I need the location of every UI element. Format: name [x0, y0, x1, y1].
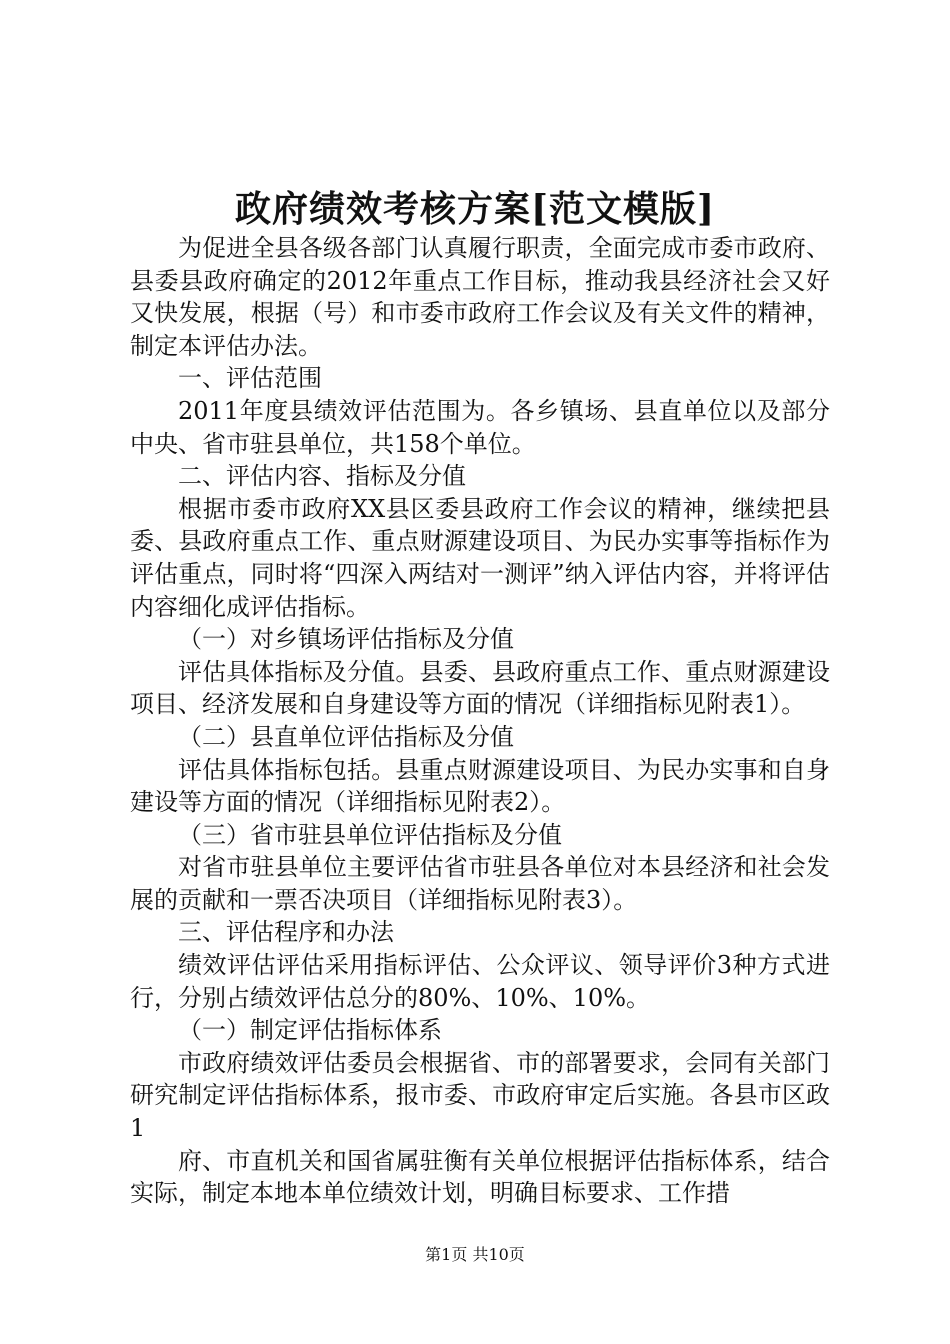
paragraph-provincial-units: 对省市驻县单位主要评估省市驻县各单位对本县经济和社会发展的贡献和一票否决项目（详细指标见附表3）。 — [130, 853, 830, 914]
subsection-heading-2-1: （一）对乡镇场评估指标及分值 — [178, 625, 514, 654]
subsection-heading-2-3: （三）省市驻县单位评估指标及分值 — [178, 820, 562, 849]
paragraph-methods: 绩效评估评估采用指标评估、公众评议、领导评价3种方式进行，分别占绩效评估总分的80%、10%、10%。 — [130, 951, 830, 1012]
paragraph-county-units: 评估具体指标包括。县重点财源建设项目、为民办实事和自身建设等方面的情况（详细指标见附表2）。 — [130, 755, 830, 817]
paragraph-intro: 为促进全县各级各部门认真履行职责，全面完成市委市政府、县委县政府确定的2012年重点工作目标，推动我县经济社会又好又快发展，根据（号）和市委市政府工作会议及有关文件的精神，制定本评估办法。 — [130, 234, 830, 360]
section-heading-2: 二、评估内容、指标及分值 — [178, 462, 466, 491]
paragraph-content: 根据市委市政府XX县区委县政府工作会议的精神，继续把县委、县政府重点工作、重点财源建设项目、为民办实事等指标作为评估重点，同时将“四深入两结对一测评”纳入评估内容，并将评估内容细化成评估指标。 — [130, 494, 830, 621]
subsection-heading-3-1: （一）制定评估指标体系 — [178, 1016, 442, 1045]
page-number-footer: 第1页 共10页 — [425, 1245, 525, 1264]
subsection-heading-2-2: （二）县直单位评估指标及分值 — [178, 722, 514, 751]
section-heading-3: 三、评估程序和办法 — [178, 918, 394, 947]
section-heading-1: 一、评估范围 — [178, 364, 322, 393]
paragraph-continued: 府、市直机关和国省属驻衡有关单位根据评估指标体系，结合实际，制定本地本单位绩效计划，明确目标要求、工作措 — [130, 1146, 830, 1208]
document-body — [130, 232, 830, 1210]
paragraph-township: 评估具体指标及分值。县委、县政府重点工作、重点财源建设项目、经济发展和自身建设等方面的情况（详细指标见附表1）。 — [130, 657, 830, 719]
paragraph-scope: 2011年度县绩效评估范围为。各乡镇场、县直单位以及部分中央、省市驻县单位，共158个单位。 — [130, 396, 830, 458]
paragraph-indicator-system: 市政府绩效评估委员会根据省、市的部署要求，会同有关部门研究制定评估指标体系，报市委、市政府审定后实施。各县市区政1 — [130, 1048, 830, 1143]
document-title: 政府绩效考核方案[范文模版] — [234, 188, 716, 230]
